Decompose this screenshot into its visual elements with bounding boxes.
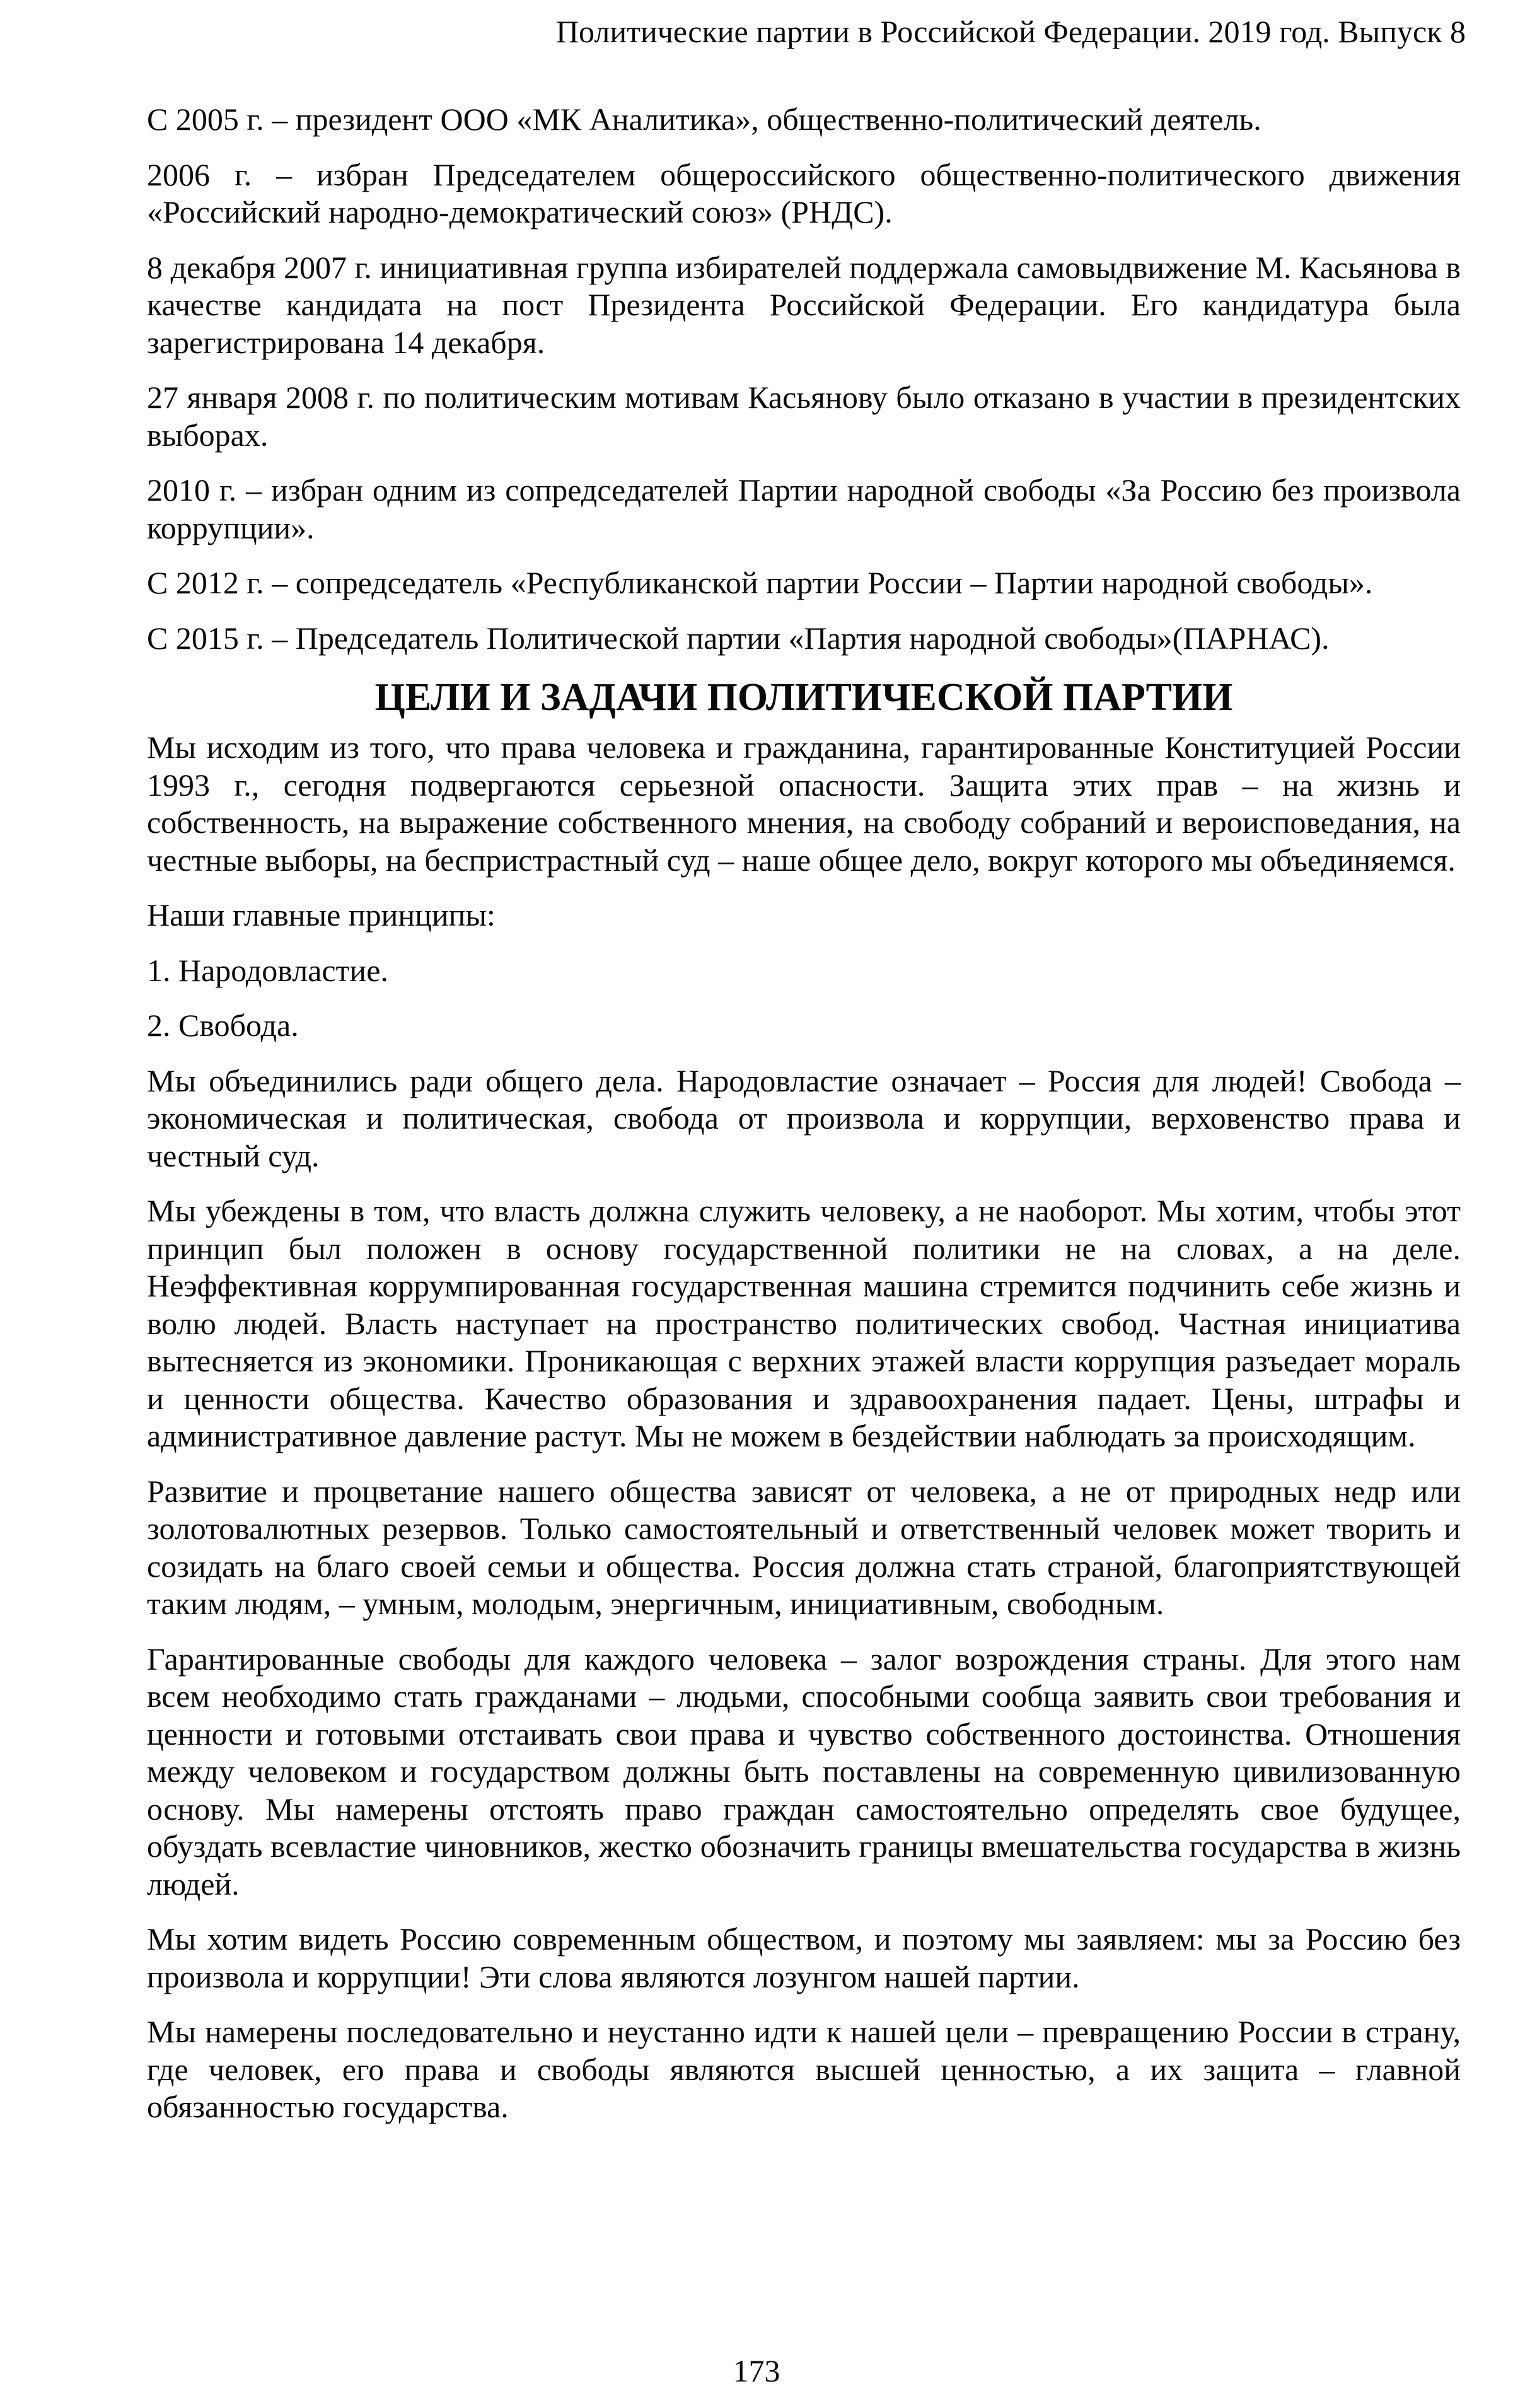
paragraph-goal: Мы намерены последовательно и неустанно идти к нашей цели – превращению России в страну, где человек, его права и свободы являются высшей ценностью, а их защита – главной обязанностью государства. [147,2014,1461,2124]
paragraph-common-cause: Мы объединились ради общего дела. Народовластие означает – Россия для людей! Свобода – экономическая и политическая, свобода от произвола и коррупции, верховенство права и честный суд. [147,1062,1461,1173]
biography-entry-2015: С 2015 г. – Председатель Политической партии «Партия народной свободы»(ПАРНАС). [147,620,1330,656]
paragraph-slogan: Мы хотим видеть Россию современным обществом, и поэтому мы заявляем: мы за Россию без произвола и коррупции! Эти слова являются лозунгом нашей партии. [147,1921,1461,1994]
paragraph-guaranteed-freedoms: Гарантированные свободы для каждого человека – залог возрождения страны. Для этого нам всем необходимо стать гражданами – людьми, способными сообща заявить свои требования и ценности и готовыми отстаивать свои права и чувство собственного достоинства. Отношения между человеком и государством должны быть поставлены на современную цивилизованную основу. Мы намерены отстоять право граждан самостоятельно определять свое будущее, обуздать всевластие чиновников, жестко обозначить границы вмешательства государства в жизнь людей. [147,1641,1461,1902]
biography-section [147,101,1461,657]
principle-item-1: 1. Народовластие. [147,952,388,988]
principles-intro: Наши главные принципы: [147,897,496,933]
page-number: 173 [733,2353,780,2388]
section-heading: ЦЕЛИ И ЗАДАЧИ ПОЛИТИЧЕСКОЙ ПАРТИИ [374,676,1233,719]
biography-entry-2010: 2010 г. – избран одним из сопредседателей Партии народной свободы «За Россию без произвола коррупции». [147,472,1461,545]
paragraph-rights: Мы исходим из того, что права человека и гражданина, гарантированные Конституцией России 1993 г., сегодня подвергаются серьезной опасности. Защита этих прав – на жизнь и собственность, на выражение собственного мнения, на свободу собраний и вероисповедания, на честные выборы, на беспристрастный суд – наше общее дело, вокруг которого мы объединяемся. [147,730,1461,878]
biography-entry-2007: 8 декабря 2007 г. инициативная группа избирателей поддержала самовыдвижение М. Касьянова в качестве кандидата на пост Президента Российской Федерации. Его кандидатура была зарегистрирована 14 декабря. [147,249,1461,360]
biography-entry-2006: 2006 г. – избран Председателем общероссийского общественно-политического движения «Российский народно-демократический союз» (РНДС). [147,156,1461,230]
biography-entry-2005: С 2005 г. – президент ООО «МК Аналитика», общественно-политический деятель. [147,102,1261,137]
body-column [147,101,1461,2144]
biography-entry-2008: 27 января 2008 г. по политическим мотивам Касьянову было отказано в участии в президентских выборах. [147,380,1461,453]
principle-item-2: 2. Свобода. [147,1008,299,1043]
paragraph-development: Развитие и процветание нашего общества зависят от человека, а не от природных недр или золотовалютных резервов. Только самостоятельный и ответственный человек может творить и созидать на благо своей семьи и общества. Россия должна стать страной, благоприятствующей таким людям, – умным, молодым, энергичным, инициативным, свободным. [147,1473,1461,1621]
paragraph-power-serves-people: Мы убеждены в том, что власть должна служить человеку, а не наоборот. Мы хотим, чтобы этот принцип был положен в основу государственной политики не на словах, а на деле. Неэффективная коррумпированная государственная машина стремится подчинить себе жизнь и волю людей. Власть наступает на пространство политических свобод. Частная инициатива вытесняется из экономики. Проникающая с верхних этажей власти коррупция разъедает мораль и ценности общества. Качество образования и здравоохранения падает. Цены, штрафы и административное давление растут. Мы не можем в бездействии наблюдать за происходящим. [147,1193,1461,1453]
goals-section [147,729,1461,2126]
running-header: Политические партии в Российской Федерации. 2019 год. Выпуск 8 [555,14,1466,49]
biography-entry-2012: С 2012 г. – сопредседатель «Республиканской партии России – Партии народной свободы». [147,565,1373,600]
